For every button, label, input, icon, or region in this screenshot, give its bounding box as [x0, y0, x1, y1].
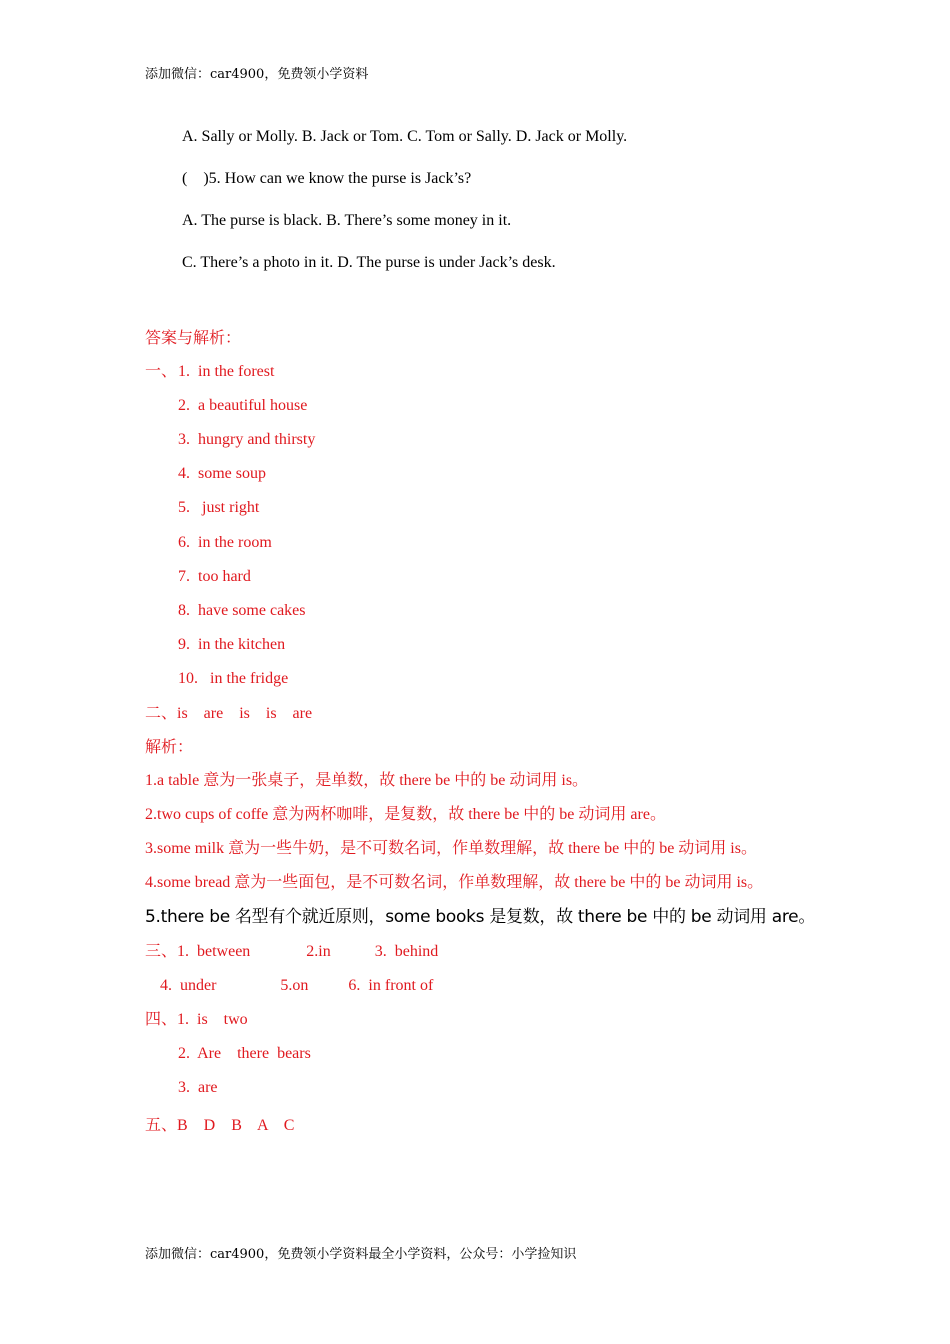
- section2-line: 二、is are is is are: [145, 705, 313, 722]
- analysis-item: 1.a table 意为一张桌子，是单数，故 there be 中的 be 动词用 is。: [145, 772, 589, 789]
- q4-options: A. Sally or Molly. B. Jack or Tom. C. Tom or Sally. D. Jack or Molly.: [182, 128, 628, 145]
- section1-item: 2. a beautiful house: [178, 397, 308, 414]
- section1-item: 7. too hard: [178, 568, 251, 585]
- q5-options-ab: A. The purse is black. B. There’s some money in it.: [182, 212, 512, 229]
- q5-options-cd: C. There’s a photo in it. D. The purse is under Jack’s desk.: [182, 254, 556, 271]
- section1-item: 6. in the room: [178, 534, 272, 551]
- analysis-item-image-text: 5.there be 名型有个就近原则，some books 是复数，故 there be 中的 be 动词用 are。: [145, 907, 816, 927]
- section1-item: 8. have some cakes: [178, 602, 306, 619]
- section1-item: 4. some soup: [178, 465, 266, 482]
- section4-line1: 四、1. is two: [145, 1011, 248, 1028]
- analysis-item: 3.some milk 意为一些牛奶，是不可数名词，作单数理解，故 there be 中的 be 动词用 is。: [145, 840, 757, 857]
- section1-item: 1. in the forest: [178, 363, 275, 380]
- section1-item: 10. in the fridge: [178, 670, 289, 687]
- page-footer: 添加微信：car4900，免费领小学资料最全小学资料，公众号：小学捡知识: [145, 1247, 577, 1262]
- section1-item: 5. just right: [178, 499, 260, 516]
- answers-title: 答案与解析：: [145, 330, 242, 347]
- page-header: 添加微信：car4900，免费领小学资料: [145, 67, 369, 82]
- analysis-title: 解析：: [145, 739, 194, 756]
- analysis-item: 4.some bread 意为一些面包，是不可数名词，作单数理解，故 there be 中的 be 动词用 is。: [145, 874, 764, 891]
- section4-line3: 3. are: [178, 1079, 218, 1096]
- section1-label: 一、: [145, 363, 178, 380]
- section3-line1: 三、1. between 2.in 3. behind: [145, 943, 439, 960]
- section5-line: 五、B D B A C: [145, 1117, 295, 1134]
- analysis-item: 2.two cups of coffe 意为两杯咖啡，是复数，故 there be 中的 be 动词用 are。: [145, 806, 666, 823]
- section1-item: 3. hungry and thirsty: [178, 431, 316, 448]
- section4-line2: 2. Are there bears: [178, 1045, 311, 1062]
- q5-stem: ( )5. How can we know the purse is Jack’s?: [182, 170, 472, 187]
- section3-line2: 4. under 5.on 6. in front of: [160, 977, 434, 994]
- section1-item: 9. in the kitchen: [178, 636, 286, 653]
